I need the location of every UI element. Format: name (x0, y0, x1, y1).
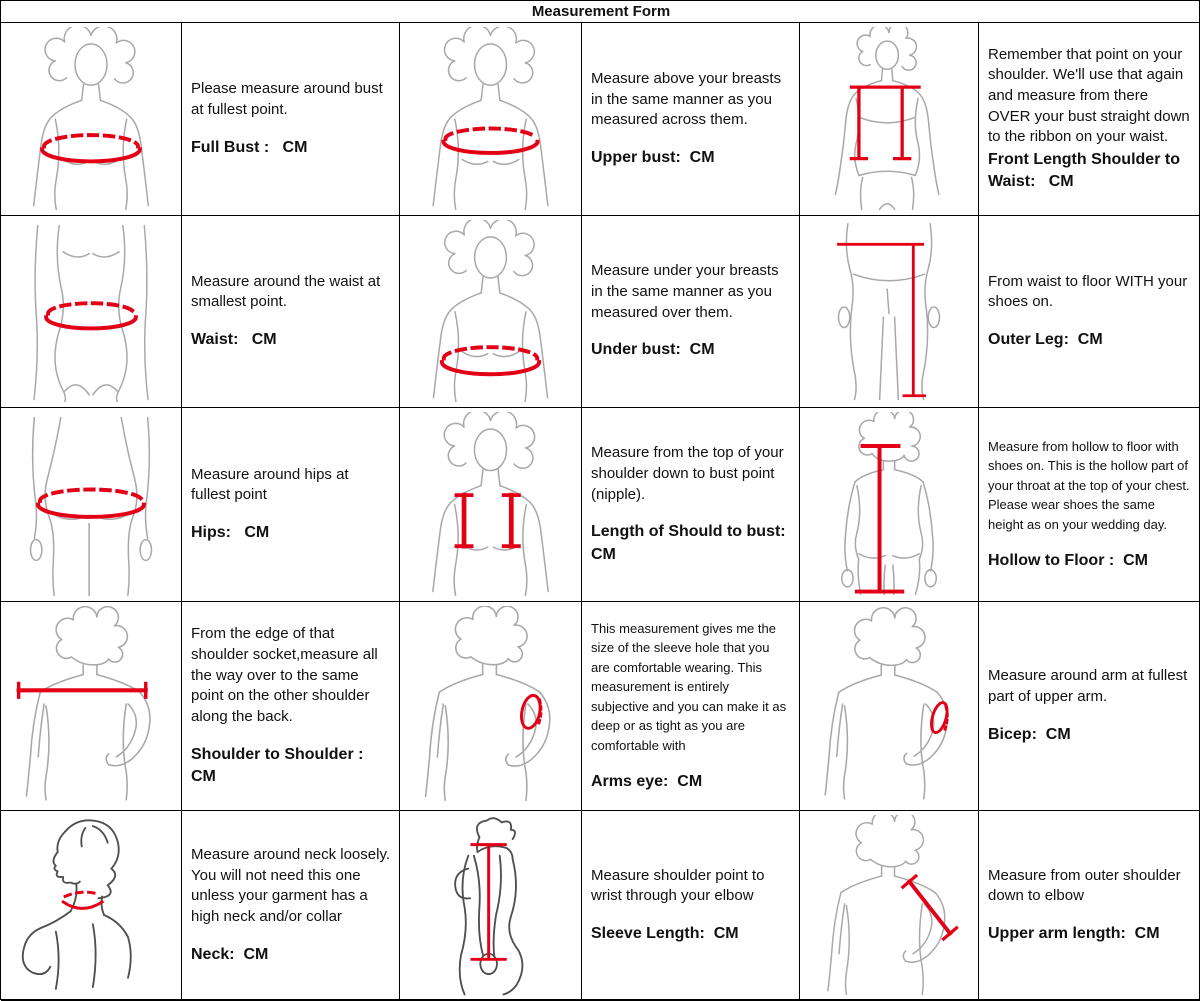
instruction-text: Measure around hips at fullest point (191, 465, 353, 504)
figure-cell (1, 811, 182, 1001)
bicep-illustration (802, 606, 976, 806)
shoulder-to-bust-measure-line-icon (456, 495, 518, 546)
instruction-text: Measure around the waist at smallest point. (191, 272, 385, 311)
figure-cell (400, 602, 582, 811)
figure-cell (1, 216, 182, 408)
instruction-cell (182, 811, 400, 1001)
instruction-text: Measure under your breasts in the same manner as you measured over them. (591, 262, 783, 321)
neck-measure-line-icon (63, 892, 102, 908)
instruction-text: From waist to floor WITH your shoes on. (988, 272, 1192, 311)
hips-measure-line-icon (38, 489, 144, 516)
figure-cell (400, 811, 582, 1001)
shoulder-to-bust-illustration (402, 412, 579, 597)
figure-cell (800, 602, 979, 811)
instruction-text: Measure from hollow to floor with shoes on. This is the hollow part of your throat at the top of your chest. Please wear shoes the same height as on your wedding day. (988, 438, 1194, 532)
measurement-label: Neck: CM (191, 945, 269, 963)
instruction-cell (979, 216, 1200, 408)
instruction-cell (979, 23, 1200, 216)
neck-illustration (3, 815, 179, 996)
instruction-cell (582, 602, 800, 811)
measurement-label: Full Bust : CM (191, 138, 308, 156)
arms-eye-measure-line-icon (519, 694, 543, 730)
figure-cell (400, 23, 582, 216)
instruction-cell (582, 216, 800, 408)
instruction-text: Measure from the top of your shoulder down to bust point (nipple). (591, 444, 788, 503)
front-length-illustration (802, 27, 976, 211)
instruction-cell (182, 23, 400, 216)
instruction-text: Please measure around bust at fullest point. (191, 80, 387, 118)
figure-cell (400, 408, 582, 602)
instruction-cell (182, 216, 400, 408)
instruction-cell (979, 408, 1200, 602)
instruction-text: Measure from outer shoulder down to elbow (988, 866, 1185, 905)
page-title: Measurement Form (1, 1, 1200, 23)
under-bust-measure-line-icon (442, 347, 539, 374)
arms-eye-illustration (402, 606, 579, 806)
sleeve-length-illustration (402, 815, 579, 996)
shoulder-to-shoulder-illustration (3, 606, 179, 806)
figure-cell (800, 408, 979, 602)
figure-cell (800, 23, 979, 216)
instruction-text: Measure above your breasts in the same manner as you measured across them. (591, 69, 786, 129)
bust-measure-line-icon (42, 135, 140, 161)
hollow-to-floor-measure-line-icon (857, 446, 902, 592)
instruction-cell (582, 23, 800, 216)
instruction-cell (582, 811, 800, 1001)
figure-cell (1, 408, 182, 602)
instruction-text: Measure around arm at fullest part of upper arm. (988, 667, 1192, 705)
measurement-label: Shoulder to Shoulder : CM (191, 745, 368, 785)
figure-cell (800, 216, 979, 408)
measurement-label: Hollow to Floor : CM (988, 552, 1148, 570)
hollow-to-floor-illustration (802, 412, 976, 597)
upper-arm-length-illustration (802, 815, 976, 996)
measurement-label: Outer Leg: CM (988, 331, 1103, 349)
measurement-label: Waist: CM (191, 331, 277, 349)
measurement-label: Front Length Shoulder to Waist: CM (988, 151, 1185, 191)
instruction-text: This measurement gives me the size of the sleeve hole that you are comfortable wearing. This measurement is entirely subjective and you can make it as deep or as tight as you are comfortable with (591, 620, 790, 753)
measurement-label: Sleeve Length: CM (591, 925, 739, 943)
figure-cell (1, 602, 182, 811)
measurement-label: Upper arm length: CM (988, 925, 1160, 943)
under-bust-illustration (402, 220, 579, 403)
measurement-label: Arms eye: CM (591, 773, 703, 791)
instruction-cell (979, 602, 1200, 811)
hips-illustration (3, 412, 179, 597)
measurement-label: Under bust: CM (591, 341, 715, 359)
outer-leg-illustration (802, 220, 976, 403)
instruction-text: Remember that point on your shoulder. We'll use that again and measure from there OVER your bust straight down to the ribbon on your waist. (988, 45, 1194, 146)
waist-illustration (3, 220, 179, 403)
waist-measure-line-icon (46, 303, 136, 328)
instruction-text: Measure shoulder point to wrist through your elbow (591, 866, 769, 905)
figure-cell (400, 216, 582, 408)
instruction-cell (182, 602, 400, 811)
full-bust-illustration (3, 27, 179, 211)
instruction-text: From the edge of that shoulder socket,measure all the way over to the same point on the other shoulder along the back. (191, 625, 382, 725)
instruction-cell (582, 408, 800, 602)
upper-arm-measure-line-icon (903, 876, 957, 939)
instruction-text: Measure around neck loosely. You will not need this one unless your garment has a high neck and/or collar (191, 846, 394, 926)
instruction-cell (182, 408, 400, 602)
measurement-label: Bicep: CM (988, 725, 1071, 743)
measurement-label: Length of Should to bust: CM (591, 523, 795, 563)
upper-bust-illustration (402, 27, 579, 211)
figure-cell (1, 23, 182, 216)
measurement-label: Upper bust: CM (591, 148, 715, 166)
figure-cell (800, 811, 979, 1001)
instruction-cell (979, 811, 1200, 1001)
measurement-label: Hips: CM (191, 524, 270, 542)
